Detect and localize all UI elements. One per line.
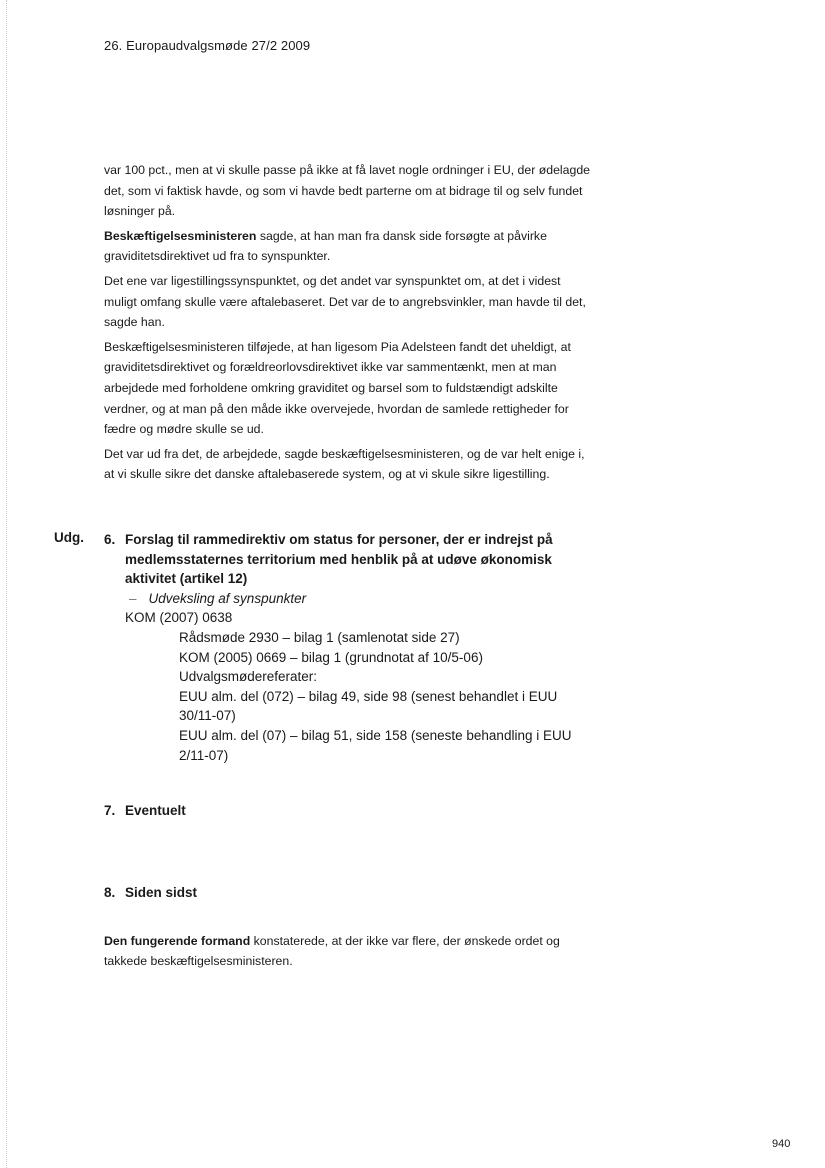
minutes-body: [104, 160, 594, 489]
reference-item: EUU alm. del (072) – bilag 49, side 98 (senest behandlet i EUU 30/11-07): [179, 688, 558, 724]
agenda-subtitle-line: [125, 589, 584, 609]
agenda-item-6: [104, 530, 584, 765]
agenda-title: Siden sidst: [125, 885, 198, 900]
reference-item: EUU alm. del (07) – bilag 51, side 158 (seneste behandling i EUU 2/11-07): [179, 727, 572, 763]
agenda-subtitle: Udveksling af synspunkter: [148, 590, 307, 606]
scan-edge-line: [6, 0, 7, 1168]
agenda-item-7: [104, 803, 186, 818]
speaker-name: Beskæftigelsesministeren: [104, 228, 257, 243]
paragraph-1: [104, 160, 594, 222]
reference-item: Udvalgsmødereferater:: [179, 669, 318, 685]
agenda-row: [104, 530, 584, 765]
paragraph-5: [104, 444, 594, 485]
paragraph-3: [104, 271, 594, 333]
paragraph-4: [104, 337, 594, 440]
agenda-title: Forslag til rammedirektiv om status for personer, der er indrejst på medlemsstaternes territorium med henblik på at udøve økonomisk aktivitet (artikel 12): [125, 532, 553, 587]
agenda-number: 6.: [104, 532, 116, 547]
speaker-name: Den fungerende formand: [104, 934, 251, 948]
closing-paragraph: [104, 931, 594, 971]
agenda-number: 7.: [104, 803, 116, 818]
paragraph-text: sagde, at han man fra dansk side forsøgte at påvirke graviditetsdirektivet ud fra to synspunkter.: [104, 228, 547, 264]
item-label-udg: Udg.: [54, 530, 84, 545]
page-header: 26. Europaudvalgsmøde 27/2 2009: [104, 38, 311, 53]
paragraph-text: konstaterede, at der ikke var flere, der ønskede ordet og takkede beskæftigelsesministeren.: [104, 934, 560, 968]
agenda-item-8: [104, 885, 197, 900]
reference-item: KOM (2005) 0669 – bilag 1 (grundnotat af 10/5-06): [179, 649, 483, 665]
agenda-body: [125, 530, 584, 765]
paragraph-text: Det ene var ligestillingssynspunktet, og det andet var synspunktet om, at det i videst muligt omfang skulle være aftalebaseret. Det var de to angrebsvinkler, man havde til det, sagde han.: [104, 273, 586, 330]
reference-item: Rådsmøde 2930 – bilag 1 (samlenotat side 27): [179, 629, 460, 645]
page-number: 940: [772, 1138, 791, 1150]
paragraph-text: Det var ud fra det, de arbejdede, sagde beskæftigelsesministeren, og de var helt enige i, at vi skulle sikre det danske aftalebaserede system, og at vi skule sikre ligestilling.: [104, 446, 585, 482]
paragraph-text: Beskæftigelsesministeren tilføjede, at han ligesom Pia Adelsteen fandt det uheldigt, at graviditetsdirektivet og forældreorlovsdirektivet ikke var sammentænkt, men at man arbejdede med forholdene omkring graviditet og barsel som to fuldstændigt adskilte verdner, og at man på den måde ikke overvejede, hvordan de samlede rettigheder for fædre og mødre skulle se ud.: [104, 339, 571, 437]
dash-glyph: –: [129, 590, 137, 606]
kom-reference: KOM (2007) 0638: [125, 610, 233, 626]
agenda-number: 8.: [104, 885, 116, 900]
agenda-title: Eventuelt: [125, 803, 186, 818]
reference-list: [125, 628, 584, 765]
paragraph-2: [104, 226, 594, 267]
paragraph-text: var 100 pct., men at vi skulle passe på ikke at få lavet nogle ordninger i EU, der ødelagde det, som vi faktisk havde, og som vi havde bedt parterne om at bidrage til og selv fundet løsninger på.: [104, 163, 590, 219]
